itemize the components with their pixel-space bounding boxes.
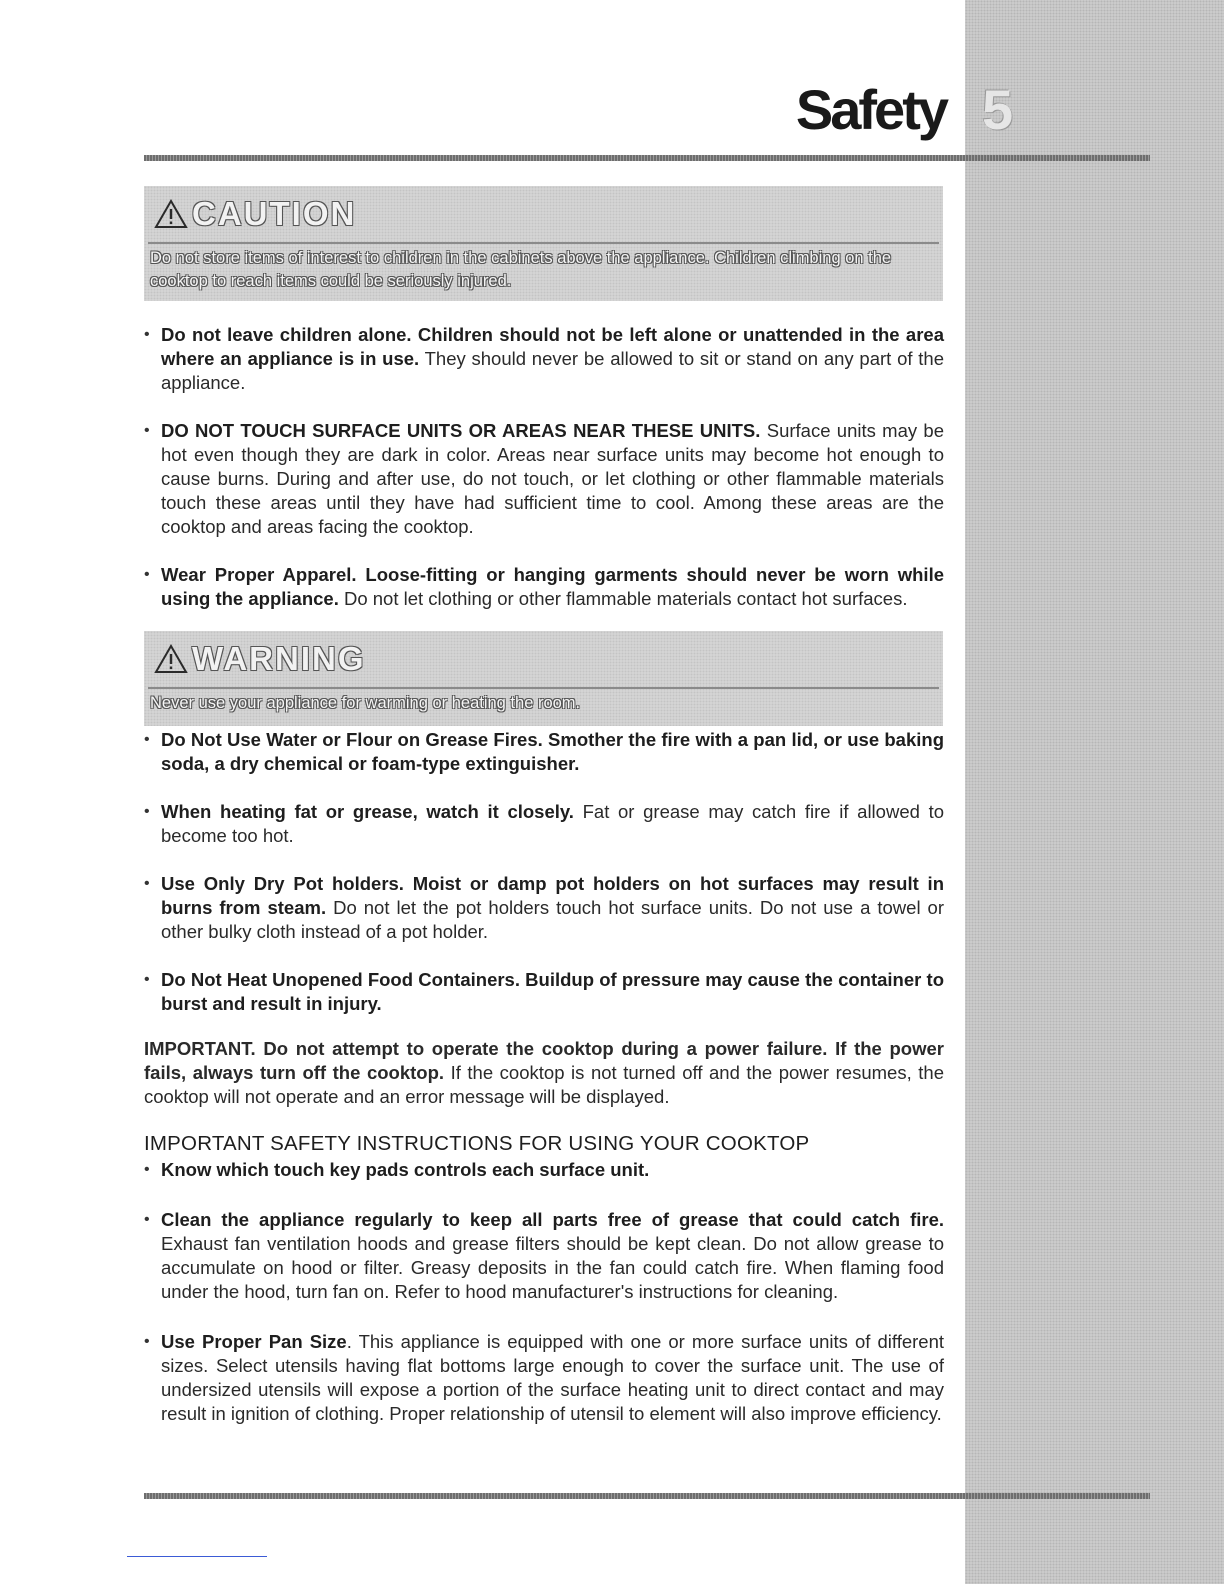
safety-list-1 [144, 323, 944, 611]
caution-box [144, 186, 943, 301]
caution-text: Do not store items of interest to children in the cabinets above the appliance. Children climbing on the cooktop to reach items could be seriously injured. [150, 249, 892, 290]
instructions-list [144, 1158, 944, 1426]
warning-triangle-icon [154, 644, 188, 674]
list-item: • Do Not Heat Unopened Food Containers. Buildup of pressure may cause the container to burst and result in injury. [144, 968, 944, 1016]
list-item: • Clean the appliance regularly to keep all parts free of grease that could catch fire. Exhaust fan ventilation hoods and grease filters should be kept clean. Do not allow grease to accumulate on hood or filter. Greasy deposits in the fan could catch fire. When flaming food under the hood, turn fan on. Refer to hood manufacturer's instructions for cleaning. [144, 1208, 944, 1304]
page-number: 5 [982, 78, 1014, 141]
caution-header [144, 186, 943, 242]
footer-rule [144, 1493, 1150, 1499]
list-item: • Do not leave children alone. Children should not be left alone or unattended in the area where an appliance is in use. They should never be allowed to sit or stand on any part of the appliance. [144, 323, 944, 395]
list-item: • When heating fat or grease, watch it closely. Fat or grease may catch fire if allowed to become too hot. [144, 800, 944, 848]
side-tab-strip [965, 0, 1224, 1584]
footer-link-underline [127, 1556, 267, 1557]
list-item: • Do Not Use Water or Flour on Grease Fires. Smother the fire with a pan lid, or use baking soda, a dry chemical or foam-type extinguisher. [144, 728, 944, 776]
list-item: • DO NOT TOUCH SURFACE UNITS OR AREAS NEAR THESE UNITS. Surface units may be hot even though they are dark in color. Areas near surface units may become hot enough to cause burns. During and after use, do not touch, or let clothing or other flammable materials touch these areas until they have had sufficient time to cool. Among these areas are the cooktop and areas facing the cooktop. [144, 419, 944, 539]
important-note: IMPORTANT. Do not attempt to operate the cooktop during a power failure. If the power fails, always turn off the cooktop. If the cooktop is not turned off and the power resumes, the cooktop will not operate and an error message will be displayed. [144, 1038, 944, 1107]
list-item: • Know which touch key pads controls each surface unit. [144, 1158, 944, 1182]
warning-box [144, 631, 943, 726]
warning-triangle-icon [154, 199, 188, 229]
safety-list-2 [144, 728, 944, 1016]
list-item: • Wear Proper Apparel. Loose-fitting or hanging garments should never be worn while using the appliance. Do not let clothing or other flammable materials contact hot surfaces. [144, 563, 944, 611]
caution-title: CAUTION [192, 195, 357, 232]
header-rule [144, 155, 1150, 161]
warning-title: WARNING [192, 640, 366, 677]
warning-text: Never use your appliance for warming or heating the room. [150, 694, 581, 712]
page-title: Safety [795, 78, 946, 141]
list-item: • Use Proper Pan Size. This appliance is equipped with one or more surface units of different sizes. Select utensils having flat bottoms large enough to cover the surface unit. The use of undersized utensils will expose a portion of the surface heating unit to direct contact and may result in ignition of clothing. Proper relationship of utensil to element will also improve efficiency. [144, 1330, 944, 1426]
warning-header [144, 631, 943, 687]
list-item: • Use Only Dry Pot holders. Moist or damp pot holders on hot surfaces may result in burns from steam. Do not let the pot holders touch hot surface units. Do not use a towel or other bulky cloth instead of a pot holder. [144, 872, 944, 944]
section-heading: IMPORTANT SAFETY INSTRUCTIONS FOR USING YOUR COOKTOP [144, 1132, 810, 1155]
